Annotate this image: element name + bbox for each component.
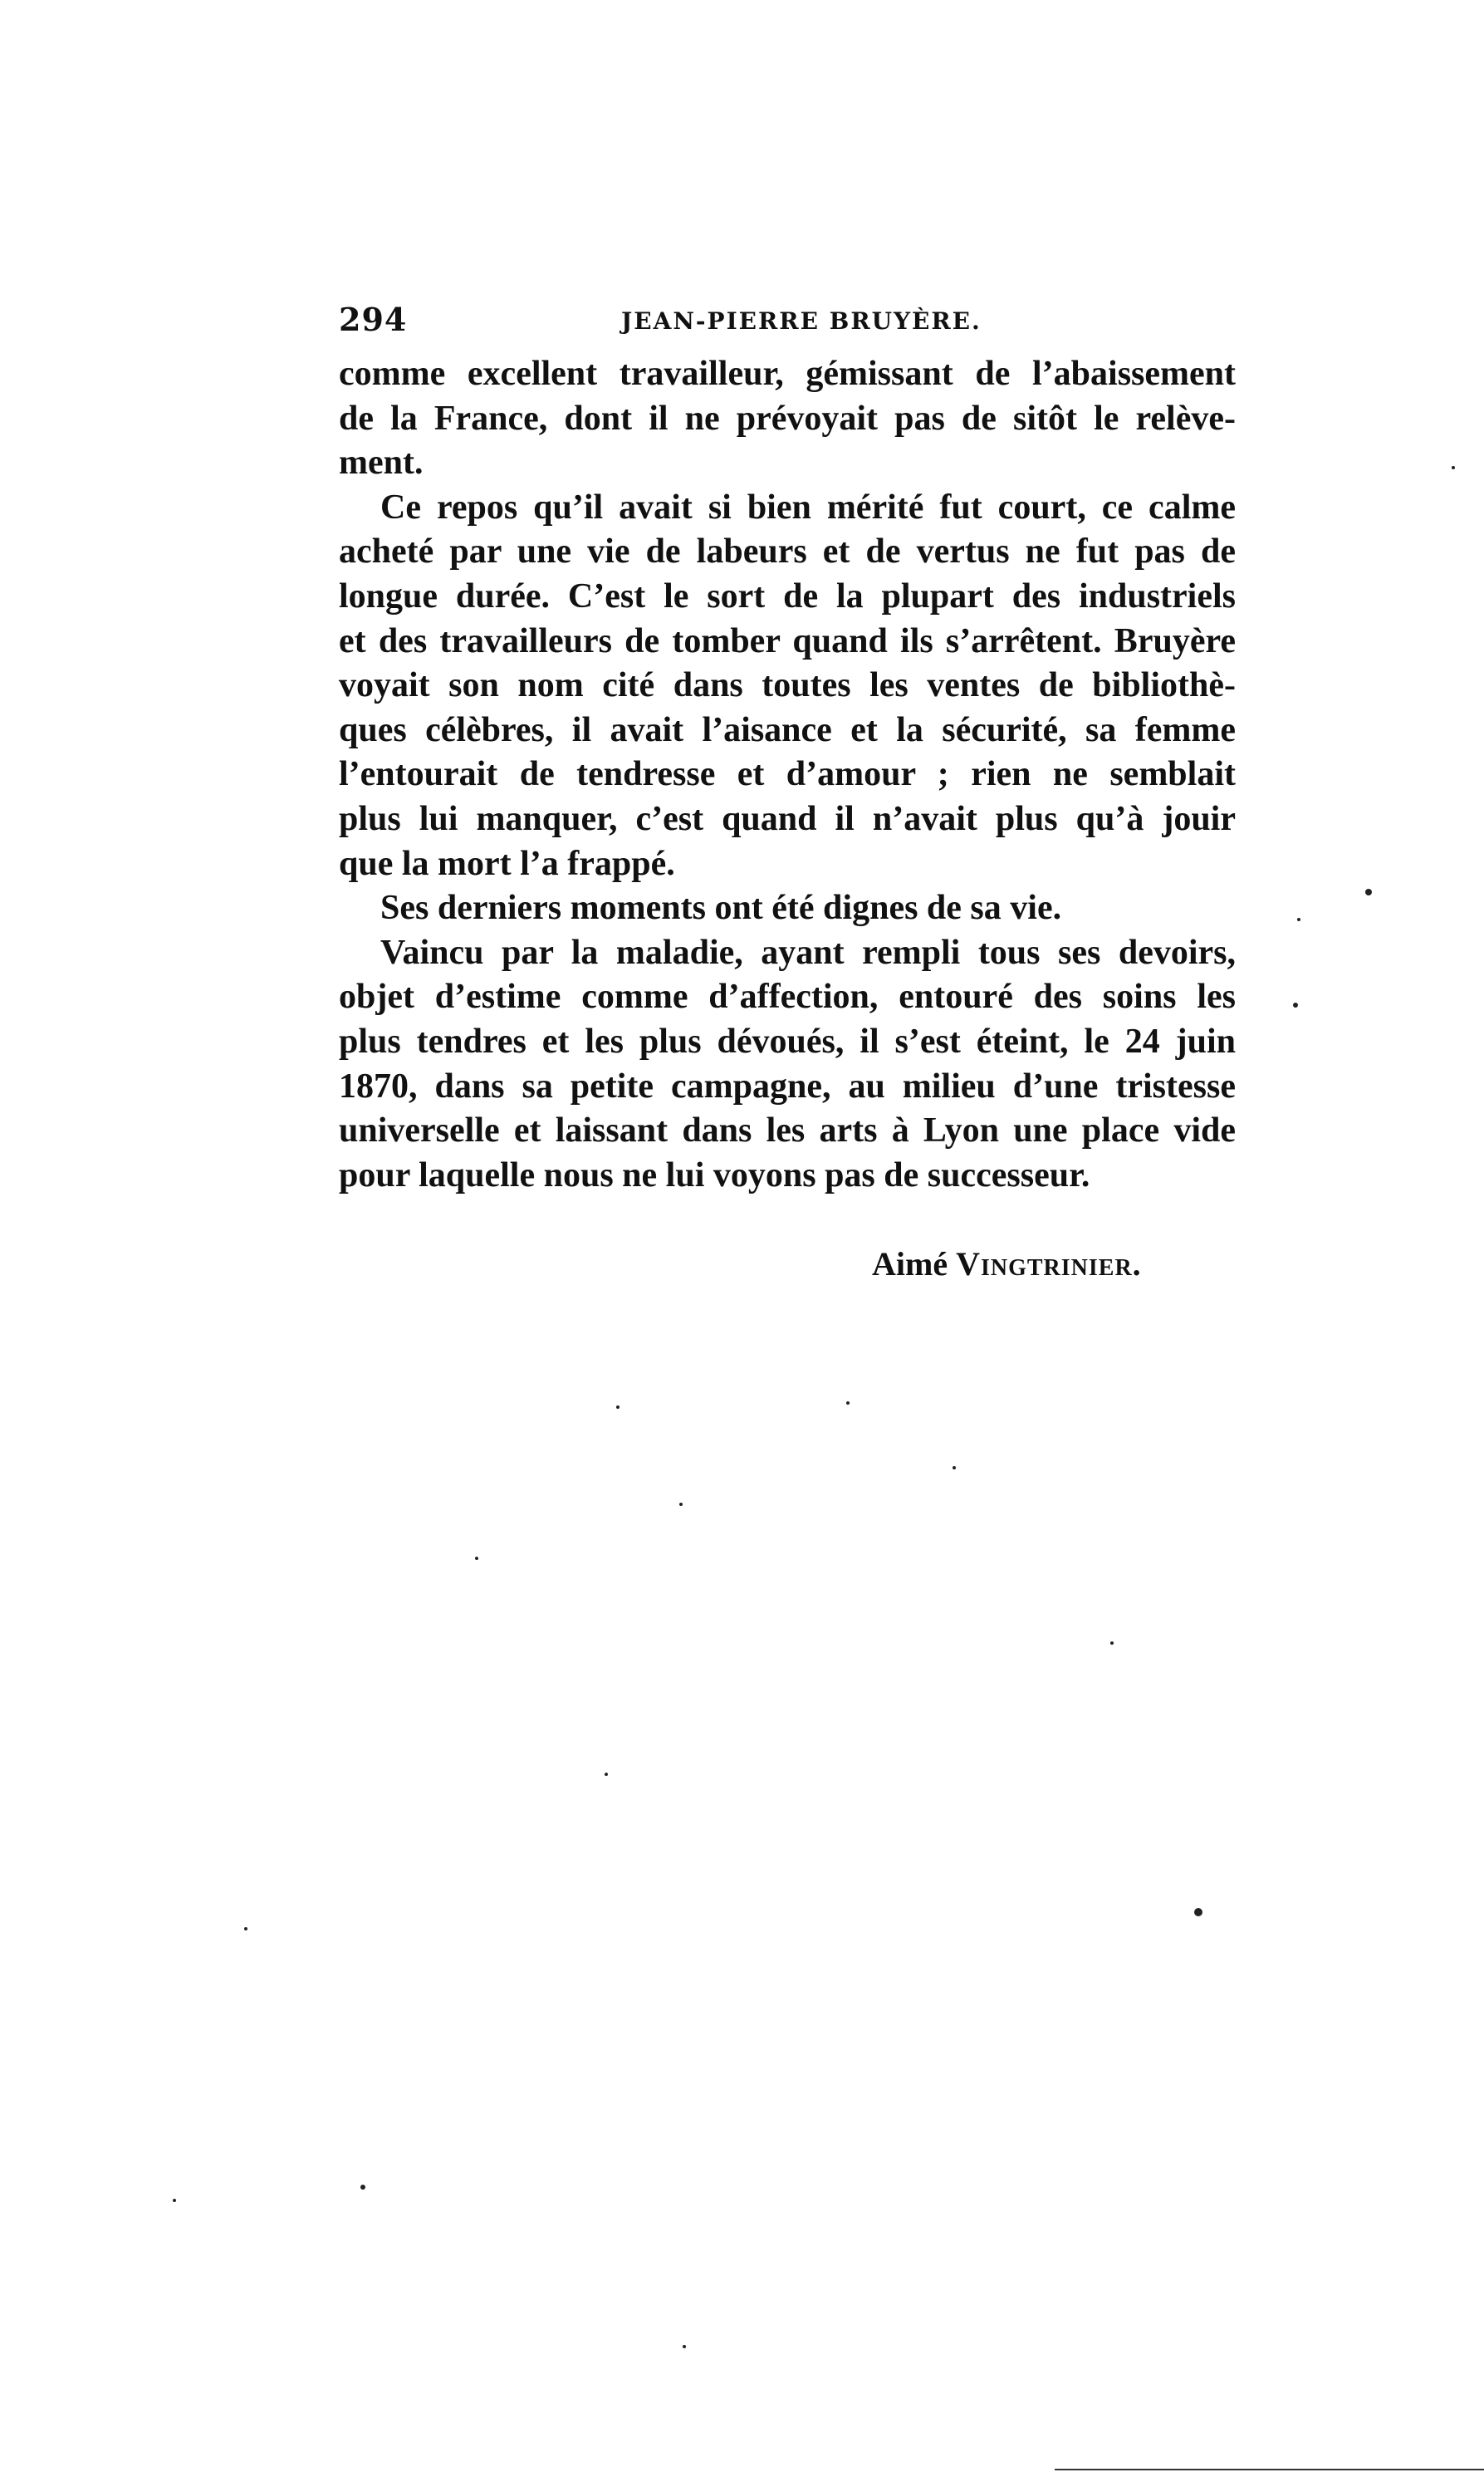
signature-first-name: Aimé bbox=[872, 1245, 948, 1283]
text-line: comme excellent travailleur, gémissant de l’abaissement bbox=[339, 355, 1236, 393]
text-line: pour laquelle nous ne lui voyons pas de successeur. bbox=[339, 1155, 1090, 1194]
text-line: plus tendres et les plus dévoués, il s’est éteint, le 24 juin bbox=[339, 1022, 1236, 1061]
paper-speck bbox=[1452, 466, 1455, 469]
paper-speck bbox=[244, 1927, 247, 1930]
paper-speck bbox=[173, 2199, 176, 2202]
text-line: longue durée. C’est le sort de la plupart des industriels bbox=[339, 576, 1236, 616]
paper-speck bbox=[1297, 918, 1300, 921]
text-line: 1870, dans sa petite campagne, au milieu d’une tristesse bbox=[339, 1067, 1236, 1106]
paper-speck bbox=[683, 2345, 686, 2348]
text-line: acheté par une vie de labeurs et de vertus ne fut pas de bbox=[339, 532, 1236, 571]
paper-speck bbox=[475, 1557, 478, 1560]
paper-speck bbox=[605, 1773, 608, 1776]
paper-speck bbox=[1194, 1908, 1202, 1916]
text-line: et des travailleurs de tomber quand ils s’arrêtent. Bruyère bbox=[339, 621, 1236, 660]
text-line: ment. bbox=[339, 444, 424, 483]
paper-speck bbox=[846, 1401, 850, 1405]
text-line: Vaincu par la maladie, ayant rempli tous ses devoirs, bbox=[380, 933, 1236, 972]
page-number: 294 bbox=[339, 301, 408, 338]
paper-speck bbox=[953, 1466, 956, 1469]
text-line: que la mort l’a frappé. bbox=[339, 844, 675, 883]
text-line: universelle et laissant dans les arts à Lyon une place vide bbox=[339, 1111, 1236, 1150]
paper-speck bbox=[1293, 1003, 1298, 1008]
text-line: plus lui manquer, c’est quand il n’avait plus qu’à jouir bbox=[339, 799, 1236, 838]
text-line: de la France, dont il ne prévoyait pas de sitôt le relève- bbox=[339, 399, 1236, 438]
paper-speck bbox=[360, 2185, 365, 2190]
text-line: objet d’estime comme d’affection, entouré des soins les bbox=[339, 978, 1236, 1017]
text-line: ques célèbres, il avait l’aisance et la sécurité, sa femme bbox=[339, 710, 1236, 749]
running-title: JEAN-PIERRE BRUYÈRE. bbox=[621, 307, 982, 335]
text-line: voyait son nom cité dans toutes les ventes de bibliothè- bbox=[339, 666, 1236, 705]
text-line: l’entourait de tendresse et d’amour ; rien ne semblait bbox=[339, 755, 1236, 794]
paper-speck bbox=[679, 1503, 683, 1506]
paper-speck bbox=[1365, 889, 1372, 895]
bottom-rule bbox=[1055, 2469, 1484, 2470]
paper-speck bbox=[616, 1405, 620, 1409]
paper-speck bbox=[1110, 1641, 1114, 1645]
text-line: Ses derniers moments ont été dignes de sa vie. bbox=[380, 889, 1062, 928]
text-line: Ce repos qu’il avait si bien mérité fut court, ce calme bbox=[380, 488, 1236, 527]
signature-last-name: Vingtrinier. bbox=[956, 1245, 1142, 1283]
